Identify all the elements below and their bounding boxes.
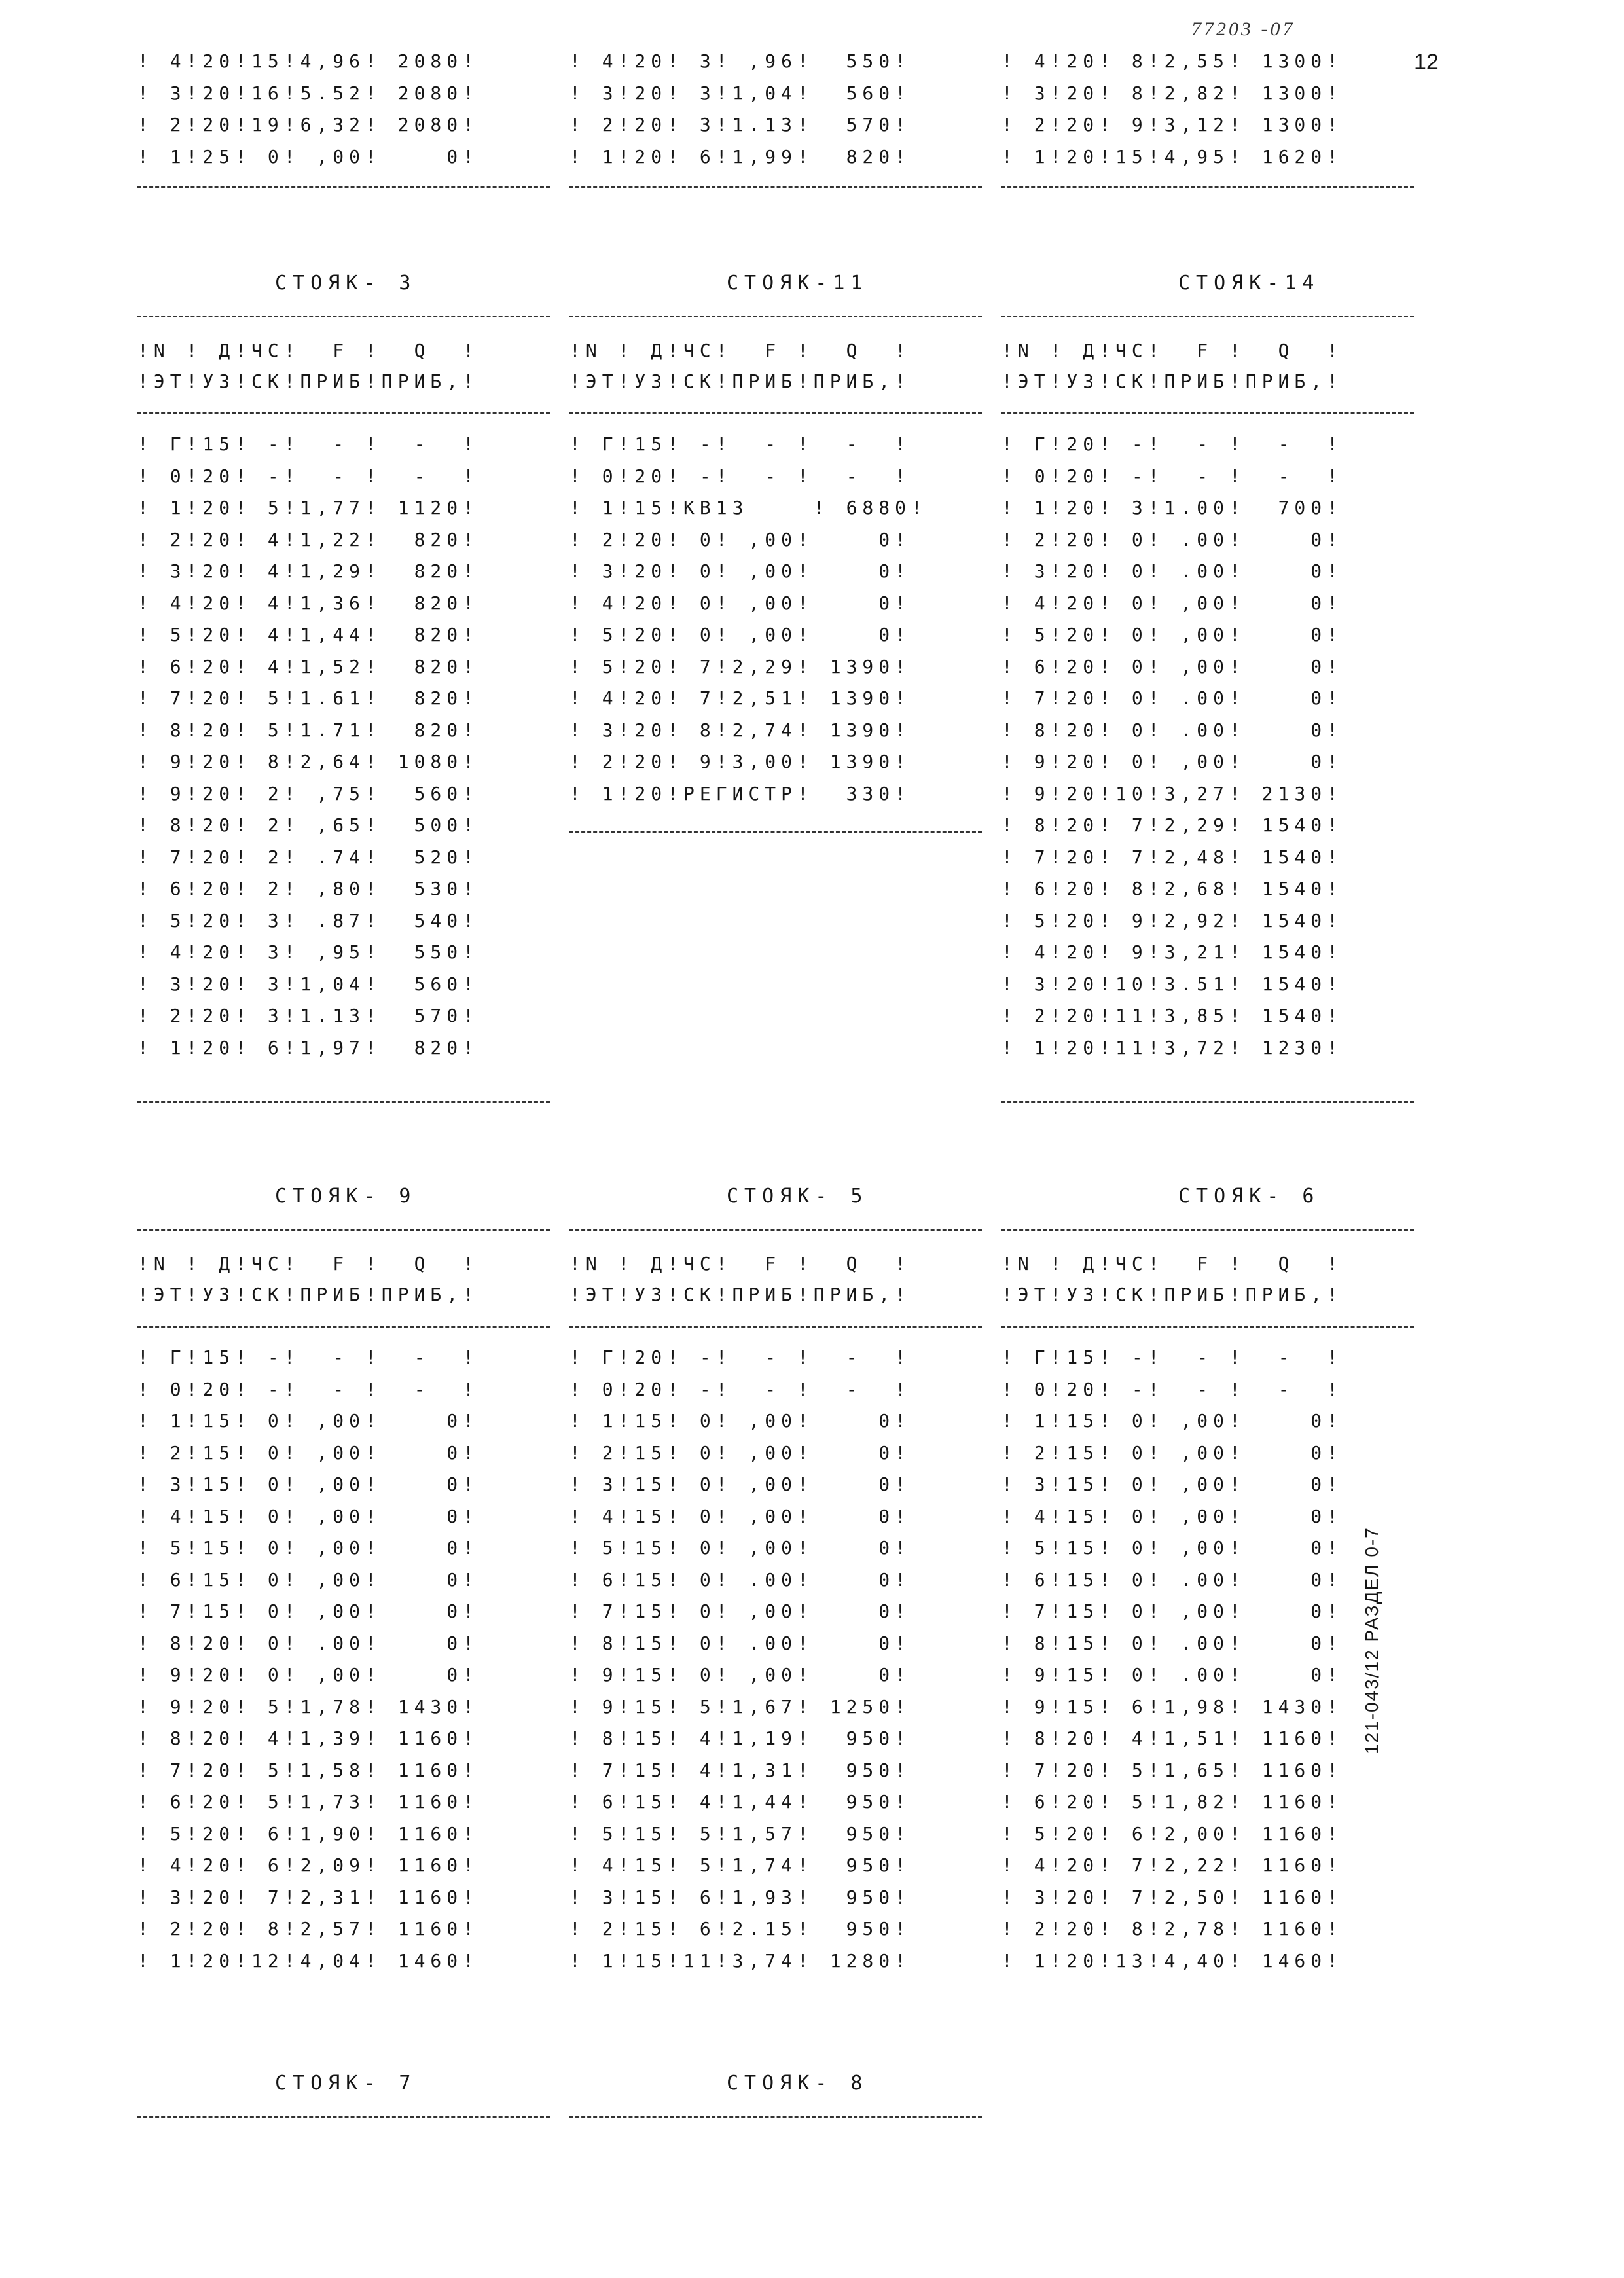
table-body-stoyak-9: ! Г!15! -! - ! - ! ! 0!20! -! - ! - ! ! 1!15! 0! ,00! 0! ! 2!15! 0! ,00! 0! ! 3!15! 0! ,00! 0! ! 4!15! 0! ,00! 0! ! 5!15! 0! ,00! 0! ! 6!15! 0! ,00! 0! ! 7!15! 0! ,00! 0! ! 8!20! 0! .00! 0! ! 9!20! 0! ,00! 0! ! 9!20! 5!1,78! 1430! ! 8!20! 4!1,39! 1160! ! 7!20! 5!1,58! 1160! ! 6!20! 5!1,73! 1160! ! 5!20! 6!1,90! 1160! ! 4!20! 6!2,09! 1160! ! 3!20! 7!2,31! 1160! ! 2!20! 8!2,57! 1160! ! 1!20!12!4,04! 1460! <box>137 1347 480 1972</box>
divider <box>569 186 982 188</box>
header-line-1: !N ! Д!ЧС! F ! Q ! <box>569 1253 912 1275</box>
divider <box>137 412 550 414</box>
continuation-rows-col3: ! 4!20! 8!2,55! 1300! ! 3!20! 8!2,82! 1300! ! 2!20! 9!3,12! 1300! ! 1!20!15!4,95! 1620! <box>1001 50 1344 168</box>
table-title: СТОЯК- 7 <box>275 2072 417 2095</box>
divider <box>137 1326 550 1328</box>
page-number: 12 <box>1414 50 1439 75</box>
divider <box>137 2116 550 2118</box>
header-line-1: !N ! Д!ЧС! F ! Q ! <box>137 340 480 361</box>
header-line-2: !ЭТ!УЗ!СК!ПРИБ!ПРИБ,! <box>1001 1284 1344 1305</box>
divider <box>137 1101 550 1103</box>
table-title: СТОЯК- 9 <box>275 1185 417 1208</box>
continuation-rows-col1: ! 4!20!15!4,96! 2080! ! 3!20!16!5.52! 2080! ! 2!20!19!6,32! 2080! ! 1!25! 0! ,00! 0! <box>137 50 480 168</box>
divider <box>137 316 550 317</box>
table-title: СТОЯК- 6 <box>1178 1185 1320 1208</box>
header-line-1: !N ! Д!ЧС! F ! Q ! <box>137 1253 480 1275</box>
table-body-stoyak-6: ! Г!15! -! - ! - ! ! 0!20! -! - ! - ! ! 1!15! 0! ,00! 0! ! 2!15! 0! ,00! 0! ! 3!15! 0! ,00! 0! ! 4!15! 0! ,00! 0! ! 5!15! 0! ,00! 0! ! 6!15! 0! .00! 0! ! 7!15! 0! ,00! 0! ! 8!15! 0! .00! 0! ! 9!15! 0! .00! 0! ! 9!15! 6!1,98! 1430! ! 8!20! 4!1,51! 1160! ! 7!20! 5!1,65! 1160! ! 6!20! 5!1,82! 1160! ! 5!20! 6!2,00! 1160! ! 4!20! 7!2,22! 1160! ! 3!20! 7!2,50! 1160! ! 2!20! 8!2,78! 1160! ! 1!20!13!4,40! 1460! <box>1001 1347 1344 1972</box>
header-line-1: !N ! Д!ЧС! F ! Q ! <box>569 340 912 361</box>
divider <box>569 412 982 414</box>
divider <box>1001 186 1414 188</box>
divider <box>137 1229 550 1231</box>
divider <box>1001 1326 1414 1328</box>
divider <box>569 316 982 317</box>
table-header <box>137 335 479 397</box>
table-header <box>137 1248 479 1310</box>
header-line-1: !N ! Д!ЧС! F ! Q ! <box>1001 340 1344 361</box>
header-line-2: !ЭТ!УЗ!СК!ПРИБ!ПРИБ,! <box>569 1284 912 1305</box>
table-title: СТОЯК- 8 <box>727 2072 869 2095</box>
table-header <box>569 335 911 397</box>
divider <box>1001 412 1414 414</box>
header-line-1: !N ! Д!ЧС! F ! Q ! <box>1001 1253 1344 1275</box>
header-line-2: !ЭТ!УЗ!СК!ПРИБ!ПРИБ,! <box>137 1284 480 1305</box>
table-title: СТОЯК-11 <box>727 272 869 295</box>
divider <box>137 186 550 188</box>
divider <box>569 831 982 833</box>
table-body-stoyak-11: ! Г!15! -! - ! - ! ! 0!20! -! - ! - ! ! 1!15!КВ13 ! 6880! ! 2!20! 0! ,00! 0! ! 3!20! 0! ,00! 0! ! 4!20! 0! ,00! 0! ! 5!20! 0! ,00! 0! ! 5!20! 7!2,29! 1390! ! 4!20! 7!2,51! 1390! ! 3!20! 8!2,74! 1390! ! 2!20! 9!3,00! 1390! ! 1!20!РЕГИСТР! 330! <box>569 433 928 805</box>
table-header <box>1001 335 1343 397</box>
table-header <box>569 1248 911 1310</box>
document-stamp: 121-043/12 РАЗДЕЛ 0-7 <box>1362 1527 1382 1754</box>
divider <box>569 1229 982 1231</box>
continuation-rows-col2: ! 4!20! 3! ,96! 550! ! 3!20! 3!1,04! 560! ! 2!20! 3!1.13! 570! ! 1!20! 6!1,99! 820! <box>569 50 912 168</box>
divider <box>1001 1229 1414 1231</box>
header-line-2: !ЭТ!УЗ!СК!ПРИБ!ПРИБ,! <box>137 371 480 392</box>
handwritten-note: 77203 -07 <box>1191 18 1295 40</box>
divider <box>569 2116 982 2118</box>
table-body-stoyak-5: ! Г!20! -! - ! - ! ! 0!20! -! - ! - ! ! 1!15! 0! ,00! 0! ! 2!15! 0! ,00! 0! ! 3!15! 0! ,00! 0! ! 4!15! 0! ,00! 0! ! 5!15! 0! ,00! 0! ! 6!15! 0! .00! 0! ! 7!15! 0! ,00! 0! ! 8!15! 0! .00! 0! ! 9!15! 0! ,00! 0! ! 9!15! 5!1,67! 1250! ! 8!15! 4!1,19! 950! ! 7!15! 4!1,31! 950! ! 6!15! 4!1,44! 950! ! 5!15! 5!1,57! 950! ! 4!15! 5!1,74! 950! ! 3!15! 6!1,93! 950! ! 2!15! 6!2.15! 950! ! 1!15!11!3,74! 1280! <box>569 1347 912 1972</box>
table-title: СТОЯК- 5 <box>727 1185 869 1208</box>
divider <box>1001 316 1414 317</box>
table-body-stoyak-14: ! Г!20! -! - ! - ! ! 0!20! -! - ! - ! ! 1!20! 3!1.00! 700! ! 2!20! 0! .00! 0! ! 3!20! 0! .00! 0! ! 4!20! 0! ,00! 0! ! 5!20! 0! ,00! 0! ! 6!20! 0! ,00! 0! ! 7!20! 0! .00! 0! ! 8!20! 0! .00! 0! ! 9!20! 0! ,00! 0! ! 9!20!10!3,27! 2130! ! 8!20! 7!2,29! 1540! ! 7!20! 7!2,48! 1540! ! 6!20! 8!2,68! 1540! ! 5!20! 9!2,92! 1540! ! 4!20! 9!3,21! 1540! ! 3!20!10!3.51! 1540! ! 2!20!11!3,85! 1540! ! 1!20!11!3,72! 1230! <box>1001 433 1344 1058</box>
divider <box>1001 1101 1414 1103</box>
table-header <box>1001 1248 1343 1310</box>
table-body-stoyak-3: ! Г!15! -! - ! - ! ! 0!20! -! - ! - ! ! 1!20! 5!1,77! 1120! ! 2!20! 4!1,22! 820! ! 3!20! 4!1,29! 820! ! 4!20! 4!1,36! 820! ! 5!20! 4!1,44! 820! ! 6!20! 4!1,52! 820! ! 7!20! 5!1.61! 820! ! 8!20! 5!1.71! 820! ! 9!20! 8!2,64! 1080! ! 9!20! 2! ,75! 560! ! 8!20! 2! ,65! 500! ! 7!20! 2! .74! 520! ! 6!20! 2! ,80! 530! ! 5!20! 3! .87! 540! ! 4!20! 3! ,95! 550! ! 3!20! 3!1,04! 560! ! 2!20! 3!1.13! 570! ! 1!20! 6!1,97! 820! <box>137 433 480 1058</box>
header-line-2: !ЭТ!УЗ!СК!ПРИБ!ПРИБ,! <box>1001 371 1344 392</box>
table-title: СТОЯК- 3 <box>275 272 417 295</box>
table-title: СТОЯК-14 <box>1178 272 1320 295</box>
header-line-2: !ЭТ!УЗ!СК!ПРИБ!ПРИБ,! <box>569 371 912 392</box>
divider <box>569 1326 982 1328</box>
